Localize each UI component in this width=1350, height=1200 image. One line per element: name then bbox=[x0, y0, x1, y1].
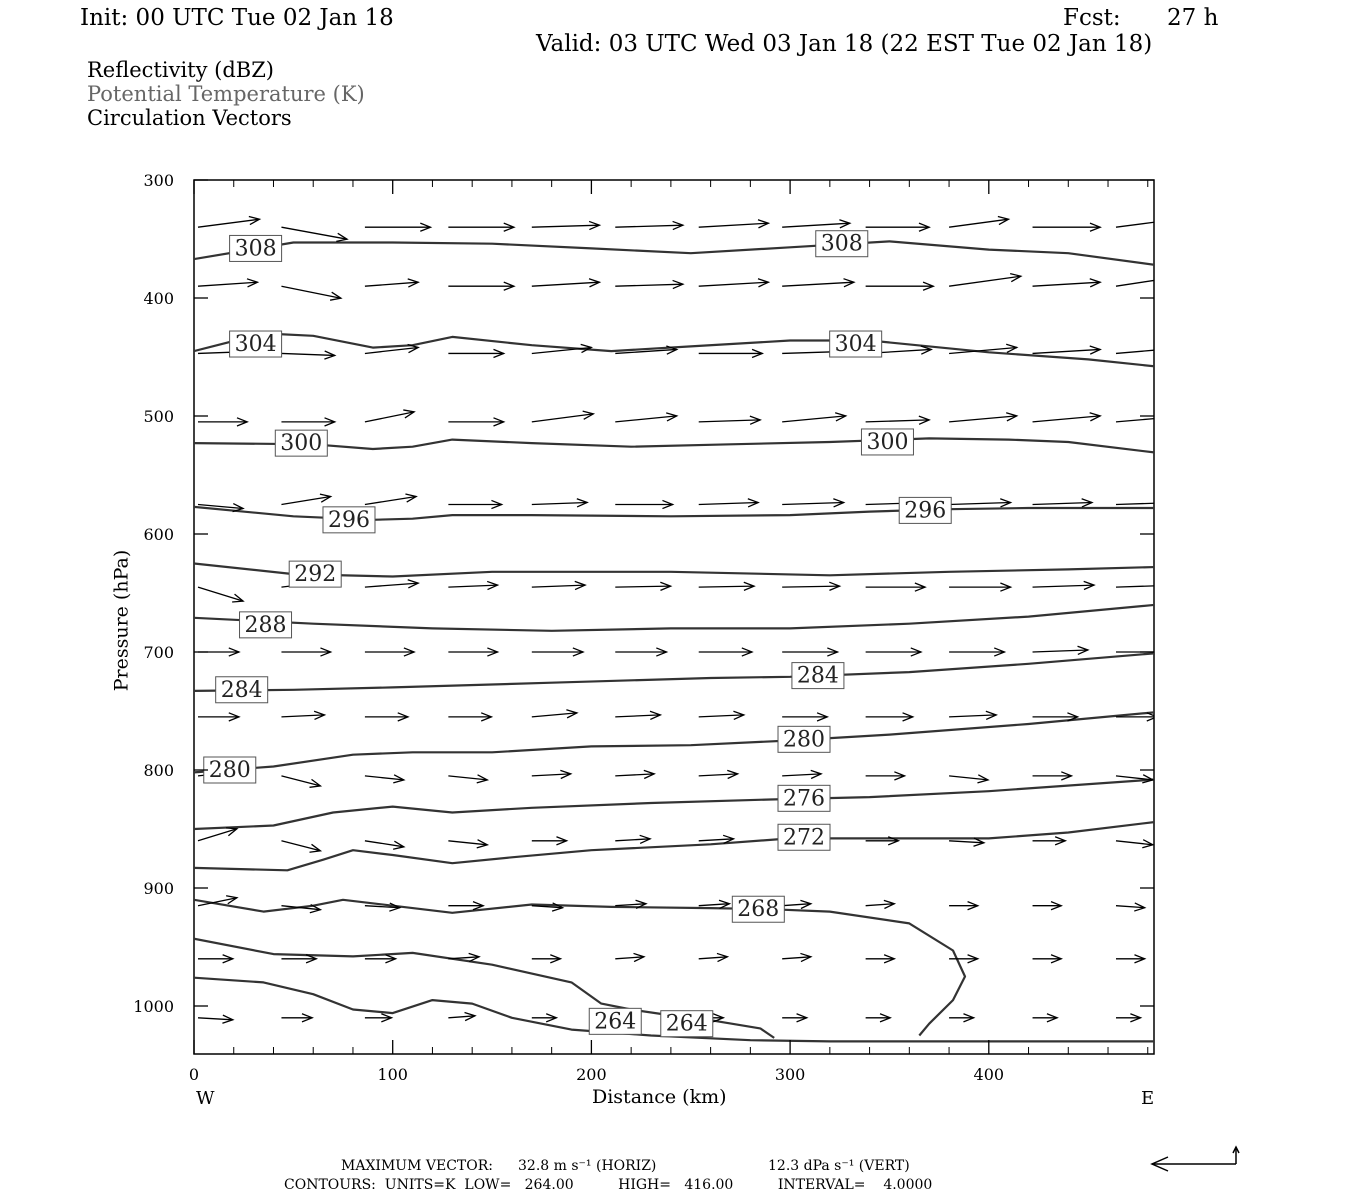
vector-arrow bbox=[1116, 274, 1182, 286]
contour-288 bbox=[194, 605, 1156, 631]
svg-text:288: 288 bbox=[244, 612, 287, 638]
contour-276 bbox=[194, 779, 1156, 829]
vector-arrow bbox=[782, 648, 837, 656]
vector-arrow bbox=[866, 955, 895, 963]
vector-arrow bbox=[198, 713, 239, 721]
vector-arrow bbox=[281, 286, 340, 300]
vector-arrow bbox=[1033, 413, 1101, 422]
vector-arrow bbox=[532, 770, 571, 778]
vector-arrow bbox=[1033, 902, 1062, 910]
vector-arrow bbox=[1033, 499, 1092, 507]
valid-time: Valid: 03 UTC Wed 03 Jan 18 (22 EST Tue 02 Jan 18) bbox=[536, 31, 1153, 57]
forecast-label: Fcst: bbox=[1063, 5, 1121, 31]
contour-label-272 bbox=[778, 824, 830, 850]
vector-arrow bbox=[866, 583, 925, 591]
svg-text:264: 264 bbox=[594, 1009, 637, 1035]
vector-arrow bbox=[1033, 713, 1078, 721]
vector-arrow bbox=[949, 413, 1017, 422]
vector-arrow bbox=[1033, 646, 1088, 654]
field-potential-temperature: Potential Temperature (K) bbox=[87, 82, 365, 106]
contour-label-304 bbox=[230, 331, 282, 357]
vector-arrow bbox=[448, 581, 497, 589]
vector-arrow bbox=[699, 220, 769, 228]
vector-arrow bbox=[448, 775, 487, 783]
contour-308 bbox=[194, 241, 1156, 265]
contour-label-308 bbox=[816, 231, 868, 257]
svg-text:308: 308 bbox=[820, 231, 863, 257]
vector-arrow bbox=[365, 775, 404, 783]
svg-text:280: 280 bbox=[783, 727, 826, 753]
vector-arrow bbox=[448, 418, 503, 426]
vector-arrow bbox=[281, 711, 324, 719]
vector-arrow bbox=[448, 282, 514, 290]
vector-arrow bbox=[198, 418, 247, 426]
x-tick-label: 100 bbox=[377, 1065, 408, 1084]
vector-arrow bbox=[281, 418, 334, 426]
contour-label-300 bbox=[275, 430, 327, 456]
svg-text:268: 268 bbox=[737, 897, 780, 923]
vector-arrow bbox=[866, 900, 895, 908]
vector-arrow bbox=[782, 770, 821, 778]
vector-arrow bbox=[699, 279, 769, 287]
y-tick-label: 300 bbox=[143, 171, 174, 190]
vector-arrow bbox=[198, 216, 260, 227]
vector-arrow bbox=[532, 955, 561, 963]
contour-300 bbox=[194, 438, 1156, 452]
x-tick-label: 200 bbox=[576, 1065, 607, 1084]
vector-arrow bbox=[448, 500, 501, 508]
vector-arrow bbox=[615, 280, 683, 288]
x-tick-label: 0 bbox=[188, 1065, 200, 1084]
vector-arrow bbox=[1116, 1014, 1141, 1022]
vector-arrow bbox=[1116, 413, 1186, 422]
potential-temperature-contours bbox=[194, 241, 1156, 1041]
contour-labels bbox=[204, 231, 951, 1037]
vector-arrow bbox=[615, 582, 670, 590]
vector-arrow bbox=[281, 227, 347, 241]
vector-arrow bbox=[365, 1014, 392, 1022]
contour-label-264 bbox=[661, 1011, 713, 1037]
vector-arrow bbox=[615, 770, 654, 778]
vector-arrow bbox=[365, 223, 431, 231]
svg-text:272: 272 bbox=[783, 825, 826, 851]
vector-arrow bbox=[1116, 581, 1178, 589]
vector-arrow bbox=[949, 902, 978, 910]
y-tick-label: 900 bbox=[143, 879, 174, 898]
vector-arrow bbox=[615, 413, 677, 422]
vector-arrow bbox=[448, 349, 503, 357]
vector-arrow bbox=[949, 274, 1021, 287]
vector-arrow bbox=[949, 499, 1011, 507]
x-axis-label: Distance (km) bbox=[592, 1086, 727, 1108]
vector-arrow bbox=[866, 223, 930, 231]
reference-vector-icon bbox=[1152, 1147, 1239, 1171]
vector-arrow bbox=[281, 776, 320, 787]
y-tick-label: 1000 bbox=[133, 997, 174, 1016]
vector-arrow bbox=[949, 217, 1008, 228]
vector-arrow bbox=[615, 835, 650, 843]
vector-arrow bbox=[699, 711, 744, 719]
vector-arrow bbox=[281, 841, 320, 852]
vector-arrow bbox=[532, 581, 585, 589]
vector-arrow bbox=[198, 955, 233, 963]
vector-arrow bbox=[365, 713, 408, 721]
svg-text:296: 296 bbox=[327, 507, 370, 533]
vector-arrow bbox=[615, 711, 660, 719]
vector-arrow bbox=[782, 953, 811, 961]
vector-arrow bbox=[1116, 840, 1153, 848]
vector-arrow bbox=[1033, 581, 1095, 589]
contour-label-304 bbox=[830, 331, 882, 357]
svg-text:308: 308 bbox=[234, 236, 277, 262]
vector-arrow bbox=[782, 279, 854, 287]
vector-arrow bbox=[532, 411, 594, 422]
vector-arrow bbox=[782, 900, 811, 908]
y-tick-label: 600 bbox=[143, 525, 174, 544]
vector-arrow bbox=[699, 582, 754, 590]
y-axis-label: Pressure (hPa) bbox=[110, 549, 133, 692]
contour-label-264 bbox=[589, 1008, 641, 1034]
contour-label-268 bbox=[732, 896, 784, 922]
vector-arrow bbox=[1033, 346, 1101, 354]
vector-arrow bbox=[782, 1014, 807, 1022]
vector-arrow bbox=[949, 1014, 974, 1022]
vector-arrow bbox=[949, 583, 1011, 591]
vector-arrow bbox=[281, 351, 334, 359]
vector-arrow bbox=[949, 648, 1004, 656]
circulation-vectors bbox=[198, 216, 1186, 1023]
svg-text:264: 264 bbox=[665, 1011, 708, 1037]
max-vector-vertical: 12.3 dPa s⁻¹ (VERT) bbox=[768, 1158, 910, 1174]
vector-arrow bbox=[699, 953, 728, 961]
vector-arrow bbox=[866, 772, 905, 780]
vector-arrow bbox=[699, 499, 758, 507]
vector-arrow bbox=[1033, 955, 1062, 963]
vector-arrow bbox=[615, 648, 666, 656]
x-axis-east-label: E bbox=[1141, 1088, 1155, 1109]
vector-arrow bbox=[1116, 344, 1186, 353]
contour-label-308 bbox=[230, 235, 282, 261]
vector-arrow bbox=[365, 279, 418, 287]
contour-label-300 bbox=[861, 429, 913, 455]
vector-arrow bbox=[782, 413, 846, 422]
vector-arrow bbox=[532, 710, 577, 718]
y-tick-label: 800 bbox=[143, 761, 174, 780]
contour-284 bbox=[194, 653, 1156, 691]
max-vector-label: MAXIMUM VECTOR: bbox=[341, 1158, 493, 1174]
vector-arrow bbox=[365, 648, 414, 656]
y-tick-label: 400 bbox=[143, 289, 174, 308]
contour-268 bbox=[194, 900, 965, 1036]
vector-arrow bbox=[1033, 279, 1101, 287]
vector-arrow bbox=[866, 1014, 891, 1022]
vector-arrow bbox=[1033, 1014, 1058, 1022]
vector-arrow bbox=[365, 410, 414, 422]
vector-arrow bbox=[1116, 499, 1175, 507]
x-axis-west-label: W bbox=[196, 1088, 215, 1109]
vector-arrow bbox=[1116, 216, 1178, 227]
vector-arrow bbox=[949, 955, 978, 963]
vector-arrow bbox=[699, 648, 752, 656]
vector-arrow bbox=[532, 1014, 557, 1022]
vector-arrow bbox=[281, 494, 330, 504]
vector-arrow bbox=[866, 713, 913, 721]
svg-text:304: 304 bbox=[234, 332, 277, 358]
vector-arrow bbox=[281, 1014, 312, 1022]
vector-arrow bbox=[782, 499, 844, 507]
contour-label-276 bbox=[778, 785, 830, 811]
vector-arrow bbox=[532, 221, 600, 229]
vector-arrow bbox=[615, 221, 683, 229]
contour-label-296 bbox=[899, 497, 951, 523]
vector-arrow bbox=[532, 499, 587, 507]
svg-text:276: 276 bbox=[783, 786, 826, 812]
contours-info: CONTOURS: UNITS=K LOW= 264.00 HIGH= 416.00 INTERVAL= 4.0000 bbox=[284, 1177, 933, 1193]
vector-arrow bbox=[198, 828, 237, 841]
svg-text:300: 300 bbox=[280, 431, 323, 457]
vector-arrow bbox=[532, 837, 567, 845]
vector-arrow bbox=[782, 582, 839, 590]
contour-label-292 bbox=[289, 561, 341, 587]
y-tick-label: 500 bbox=[143, 407, 174, 426]
vector-arrow bbox=[782, 713, 827, 721]
vector-arrow bbox=[198, 279, 257, 287]
svg-text:296: 296 bbox=[904, 498, 947, 524]
svg-text:292: 292 bbox=[294, 562, 337, 588]
svg-text:284: 284 bbox=[796, 663, 839, 689]
vector-arrow bbox=[365, 494, 416, 504]
contour-label-284 bbox=[216, 677, 268, 703]
vector-arrow bbox=[448, 223, 514, 231]
vector-arrow bbox=[1033, 837, 1066, 845]
vector-arrow bbox=[198, 587, 243, 602]
max-vector-horizontal: 32.8 m s⁻¹ (HORIZ) bbox=[518, 1158, 657, 1174]
vector-arrow bbox=[782, 220, 850, 228]
svg-text:280: 280 bbox=[208, 758, 251, 783]
init-time: Init: 00 UTC Tue 02 Jan 18 bbox=[80, 5, 394, 31]
vector-arrow bbox=[1033, 772, 1072, 780]
contour-label-284 bbox=[792, 663, 844, 689]
vector-arrow bbox=[448, 1012, 475, 1020]
field-circulation-vectors: Circulation Vectors bbox=[87, 106, 292, 130]
contour-label-280 bbox=[778, 726, 830, 752]
svg-text:304: 304 bbox=[834, 332, 877, 358]
contour-label-288 bbox=[240, 612, 292, 638]
forecast-hour: 27 h bbox=[1167, 5, 1219, 31]
vector-arrow bbox=[532, 648, 583, 656]
vector-arrow bbox=[1033, 223, 1101, 231]
vector-arrow bbox=[1116, 903, 1145, 911]
field-reflectivity: Reflectivity (dBZ) bbox=[87, 58, 275, 82]
vector-arrow bbox=[198, 1015, 233, 1023]
vector-arrow bbox=[365, 580, 418, 588]
vector-arrow bbox=[448, 840, 487, 848]
vector-arrow bbox=[448, 902, 483, 910]
vector-arrow bbox=[448, 713, 491, 721]
vector-arrow bbox=[281, 648, 330, 656]
vector-arrow bbox=[532, 279, 600, 287]
vector-arrow bbox=[866, 282, 934, 290]
vector-arrow bbox=[866, 416, 930, 424]
x-tick-label: 400 bbox=[973, 1065, 1005, 1084]
vector-arrow bbox=[615, 953, 644, 961]
vector-arrow bbox=[699, 349, 763, 357]
vector-arrow bbox=[615, 500, 672, 508]
contour-label-296 bbox=[323, 507, 375, 533]
vector-arrow bbox=[866, 648, 921, 656]
vector-arrow bbox=[1116, 955, 1145, 963]
vector-arrow bbox=[949, 711, 996, 719]
svg-text:284: 284 bbox=[220, 677, 263, 703]
vector-arrow bbox=[699, 770, 738, 778]
x-tick-label: 300 bbox=[774, 1065, 806, 1084]
contour-280 bbox=[194, 712, 1156, 772]
svg-text:300: 300 bbox=[866, 429, 909, 455]
vector-arrow bbox=[365, 841, 404, 849]
contour-272 bbox=[194, 822, 1156, 870]
vector-arrow bbox=[448, 648, 497, 656]
contour-label-280 bbox=[204, 757, 256, 783]
vector-arrow bbox=[949, 775, 988, 783]
y-tick-label: 700 bbox=[143, 643, 174, 662]
vector-arrow bbox=[699, 416, 761, 424]
